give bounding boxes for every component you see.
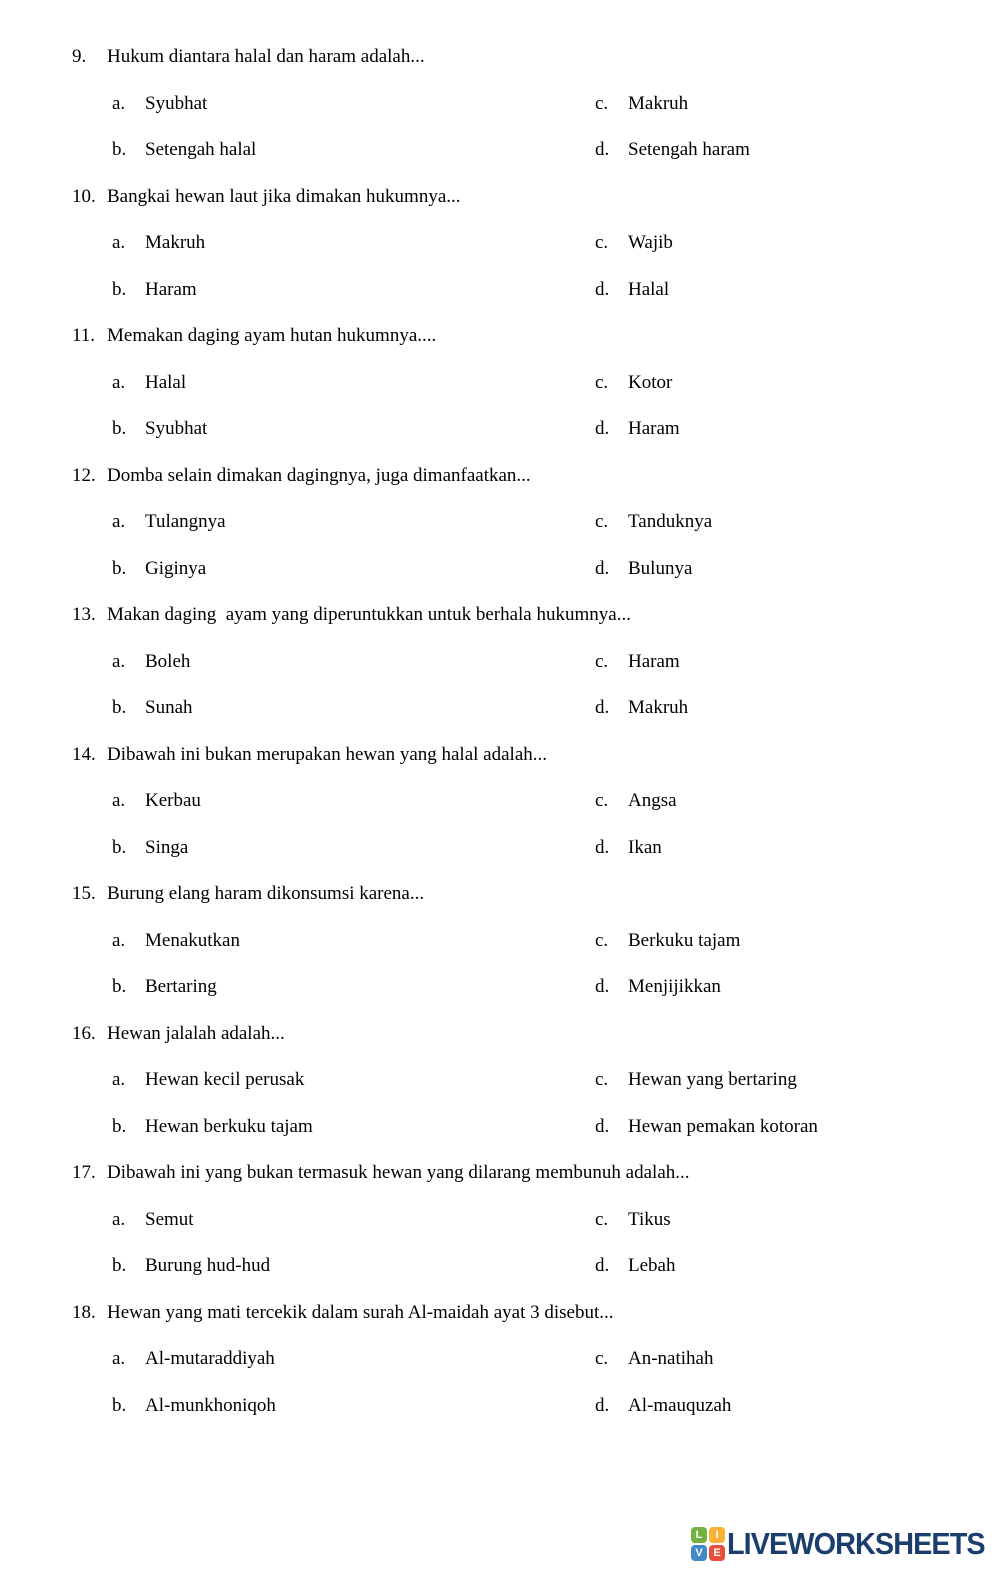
question-block <box>0 174 1000 314</box>
option-letter: c. <box>595 232 609 254</box>
option-text: Wajib <box>628 232 673 254</box>
question-block <box>0 34 1000 174</box>
answer-option[interactable] <box>595 1104 1000 1151</box>
option-text: Syubhat <box>145 418 208 440</box>
question-number: 14. <box>72 743 96 765</box>
option-letter: a. <box>112 790 126 812</box>
option-letter: d. <box>595 976 610 998</box>
question-block <box>0 592 1000 732</box>
option-text: Makruh <box>628 92 689 114</box>
answer-option[interactable] <box>112 406 595 453</box>
option-text: Halal <box>145 371 187 393</box>
answer-option[interactable] <box>595 1336 1000 1383</box>
answer-option[interactable] <box>112 964 595 1011</box>
option-text: Makruh <box>628 697 689 719</box>
logo-tile: L <box>691 1527 707 1543</box>
option-text: Menakutkan <box>145 929 240 951</box>
answer-option[interactable] <box>595 546 1000 593</box>
answer-option[interactable] <box>595 639 1000 686</box>
option-text: Singa <box>145 836 189 858</box>
question-text: Hewan yang mati tercekik dalam surah Al-maidah ayat 3 disebut... <box>107 1301 614 1323</box>
logo-wordmark: LIVEWORKSHEETS <box>727 1526 985 1561</box>
question-text: Hukum diantara halal dan haram adalah... <box>107 46 425 68</box>
option-text: Setengah haram <box>628 139 750 161</box>
option-text: Bertaring <box>145 976 217 998</box>
answer-option[interactable] <box>112 918 595 965</box>
option-letter: c. <box>595 1069 609 1091</box>
option-letter: a. <box>112 511 126 533</box>
option-letter: a. <box>112 232 126 254</box>
option-text: Burung hud-hud <box>145 1255 271 1277</box>
answer-option[interactable] <box>112 1057 595 1104</box>
logo-tile: E <box>709 1545 725 1561</box>
options-grid <box>0 1197 1000 1290</box>
option-text: Bulunya <box>628 557 693 579</box>
answer-option[interactable] <box>595 1243 1000 1290</box>
logo-tile: I <box>709 1527 725 1543</box>
question-block <box>0 871 1000 1011</box>
option-text: Hewan pemakan kotoran <box>628 1115 818 1137</box>
question-number: 15. <box>72 883 96 905</box>
options-grid <box>0 360 1000 453</box>
option-letter: d. <box>595 139 610 161</box>
option-letter: c. <box>595 790 609 812</box>
option-letter: c. <box>595 929 609 951</box>
option-text: Al-mauquzah <box>628 1394 732 1416</box>
answer-option[interactable] <box>112 1197 595 1244</box>
option-text: Tanduknya <box>628 511 713 533</box>
question-block <box>0 453 1000 593</box>
answer-option[interactable] <box>595 1197 1000 1244</box>
answer-option[interactable] <box>112 499 595 546</box>
question-line <box>0 1011 1000 1058</box>
option-text: Sunah <box>145 697 193 719</box>
option-text: Makruh <box>145 232 206 254</box>
answer-option[interactable] <box>595 918 1000 965</box>
logo-tile: V <box>691 1545 707 1561</box>
question-line <box>0 592 1000 639</box>
option-letter: b. <box>112 418 127 440</box>
options-grid <box>0 499 1000 592</box>
option-text: Hewan yang bertaring <box>628 1069 797 1091</box>
option-text: Ikan <box>628 836 662 858</box>
option-letter: c. <box>595 1348 609 1370</box>
question-line <box>0 34 1000 81</box>
option-text: Lebah <box>628 1255 676 1277</box>
option-letter: b. <box>112 1394 127 1416</box>
answer-option[interactable] <box>595 1383 1000 1430</box>
option-letter: a. <box>112 1208 126 1230</box>
answer-option[interactable] <box>595 81 1000 128</box>
question-text: Dibawah ini yang bukan termasuk hewan yang dilarang membunuh adalah... <box>107 1162 690 1184</box>
answer-option[interactable] <box>595 825 1000 872</box>
option-letter: a. <box>112 1348 126 1370</box>
option-letter: a. <box>112 929 126 951</box>
option-letter: b. <box>112 557 127 579</box>
option-text: Kerbau <box>145 790 201 812</box>
options-grid <box>0 220 1000 313</box>
option-letter: a. <box>112 371 126 393</box>
option-text: Giginya <box>145 557 207 579</box>
option-letter: b. <box>112 1255 127 1277</box>
option-text: Al-mutaraddiyah <box>145 1348 275 1370</box>
answer-option[interactable] <box>595 964 1000 1011</box>
option-letter: b. <box>112 836 127 858</box>
option-letter: b. <box>112 1115 127 1137</box>
answer-option[interactable] <box>112 685 595 732</box>
question-block <box>0 732 1000 872</box>
question-number: 13. <box>72 604 96 626</box>
answer-option[interactable] <box>112 81 595 128</box>
question-number: 18. <box>72 1301 96 1323</box>
answer-option[interactable] <box>595 127 1000 174</box>
options-grid <box>0 918 1000 1011</box>
options-grid <box>0 639 1000 732</box>
answer-option[interactable] <box>595 778 1000 825</box>
question-text: Domba selain dimakan dagingnya, juga dimanfaatkan... <box>107 464 531 486</box>
question-line <box>0 871 1000 918</box>
question-line <box>0 1290 1000 1337</box>
option-text: An-natihah <box>628 1348 714 1370</box>
answer-option[interactable] <box>112 825 595 872</box>
question-block <box>0 1290 1000 1430</box>
answer-option[interactable] <box>595 685 1000 732</box>
option-text: Hewan berkuku tajam <box>145 1115 313 1137</box>
answer-option[interactable] <box>112 267 595 314</box>
option-letter: d. <box>595 836 610 858</box>
option-text: Setengah halal <box>145 139 257 161</box>
answer-option[interactable] <box>595 1057 1000 1104</box>
option-text: Berkuku tajam <box>628 929 741 951</box>
option-letter: c. <box>595 371 609 393</box>
options-grid <box>0 1057 1000 1150</box>
question-block <box>0 1150 1000 1290</box>
question-number: 12. <box>72 464 96 486</box>
options-grid <box>0 1336 1000 1429</box>
option-letter: c. <box>595 92 609 114</box>
option-text: Halal <box>628 278 670 300</box>
question-block <box>0 1011 1000 1151</box>
answer-option[interactable] <box>595 267 1000 314</box>
option-text: Angsa <box>628 790 677 812</box>
answer-option[interactable] <box>112 220 595 267</box>
question-block <box>0 313 1000 453</box>
option-text: Tulangnya <box>145 511 226 533</box>
option-letter: d. <box>595 278 610 300</box>
answer-option[interactable] <box>112 546 595 593</box>
option-letter: a. <box>112 92 126 114</box>
option-letter: c. <box>595 1208 609 1230</box>
option-text: Kotor <box>628 371 673 393</box>
options-grid <box>0 81 1000 174</box>
question-line <box>0 453 1000 500</box>
option-letter: d. <box>595 557 610 579</box>
option-letter: d. <box>595 1115 610 1137</box>
answer-option[interactable] <box>595 360 1000 407</box>
liveworksheets-icon <box>691 1527 725 1561</box>
question-number: 17. <box>72 1162 96 1184</box>
question-text: Hewan jalalah adalah... <box>107 1022 285 1044</box>
question-number: 10. <box>72 185 96 207</box>
option-text: Syubhat <box>145 92 208 114</box>
answer-option[interactable] <box>112 127 595 174</box>
question-line <box>0 1150 1000 1197</box>
option-text: Boleh <box>145 650 191 672</box>
option-text: Semut <box>145 1208 194 1230</box>
option-text: Haram <box>628 418 680 440</box>
answer-option[interactable] <box>112 1104 595 1151</box>
question-line <box>0 313 1000 360</box>
option-text: Menjijikkan <box>628 976 721 998</box>
option-letter: b. <box>112 697 127 719</box>
question-text: Burung elang haram dikonsumsi karena... <box>107 883 425 905</box>
option-text: Al-munkhoniqoh <box>145 1394 276 1416</box>
question-number: 9. <box>72 46 87 68</box>
question-number: 11. <box>72 325 96 347</box>
option-letter: d. <box>595 697 610 719</box>
option-text: Hewan kecil perusak <box>145 1069 305 1091</box>
answer-option[interactable] <box>112 778 595 825</box>
answer-option[interactable] <box>112 1383 595 1430</box>
question-text: Bangkai hewan laut jika dimakan hukumnya... <box>107 185 461 207</box>
answer-option[interactable] <box>595 406 1000 453</box>
liveworksheets-logo[interactable] <box>691 1526 1000 1562</box>
option-letter: d. <box>595 418 610 440</box>
answer-option[interactable] <box>112 360 595 407</box>
answer-option[interactable] <box>595 499 1000 546</box>
answer-option[interactable] <box>112 1336 595 1383</box>
question-number: 16. <box>72 1022 96 1044</box>
answer-option[interactable] <box>595 220 1000 267</box>
option-letter: d. <box>595 1394 610 1416</box>
option-text: Haram <box>628 650 680 672</box>
question-text: Makan daging ayam yang diperuntukkan untuk berhala hukumnya... <box>107 604 631 626</box>
option-letter: b. <box>112 139 127 161</box>
option-letter: b. <box>112 278 127 300</box>
question-line <box>0 732 1000 779</box>
option-letter: b. <box>112 976 127 998</box>
option-letter: c. <box>595 650 609 672</box>
option-letter: a. <box>112 1069 126 1091</box>
answer-option[interactable] <box>112 639 595 686</box>
option-text: Tikus <box>628 1208 671 1230</box>
question-line <box>0 174 1000 221</box>
answer-option[interactable] <box>112 1243 595 1290</box>
options-grid <box>0 778 1000 871</box>
option-text: Haram <box>145 278 197 300</box>
option-letter: a. <box>112 650 126 672</box>
question-text: Memakan daging ayam hutan hukumnya.... <box>107 325 437 347</box>
option-letter: c. <box>595 511 609 533</box>
option-letter: d. <box>595 1255 610 1277</box>
question-text: Dibawah ini bukan merupakan hewan yang halal adalah... <box>107 743 548 765</box>
